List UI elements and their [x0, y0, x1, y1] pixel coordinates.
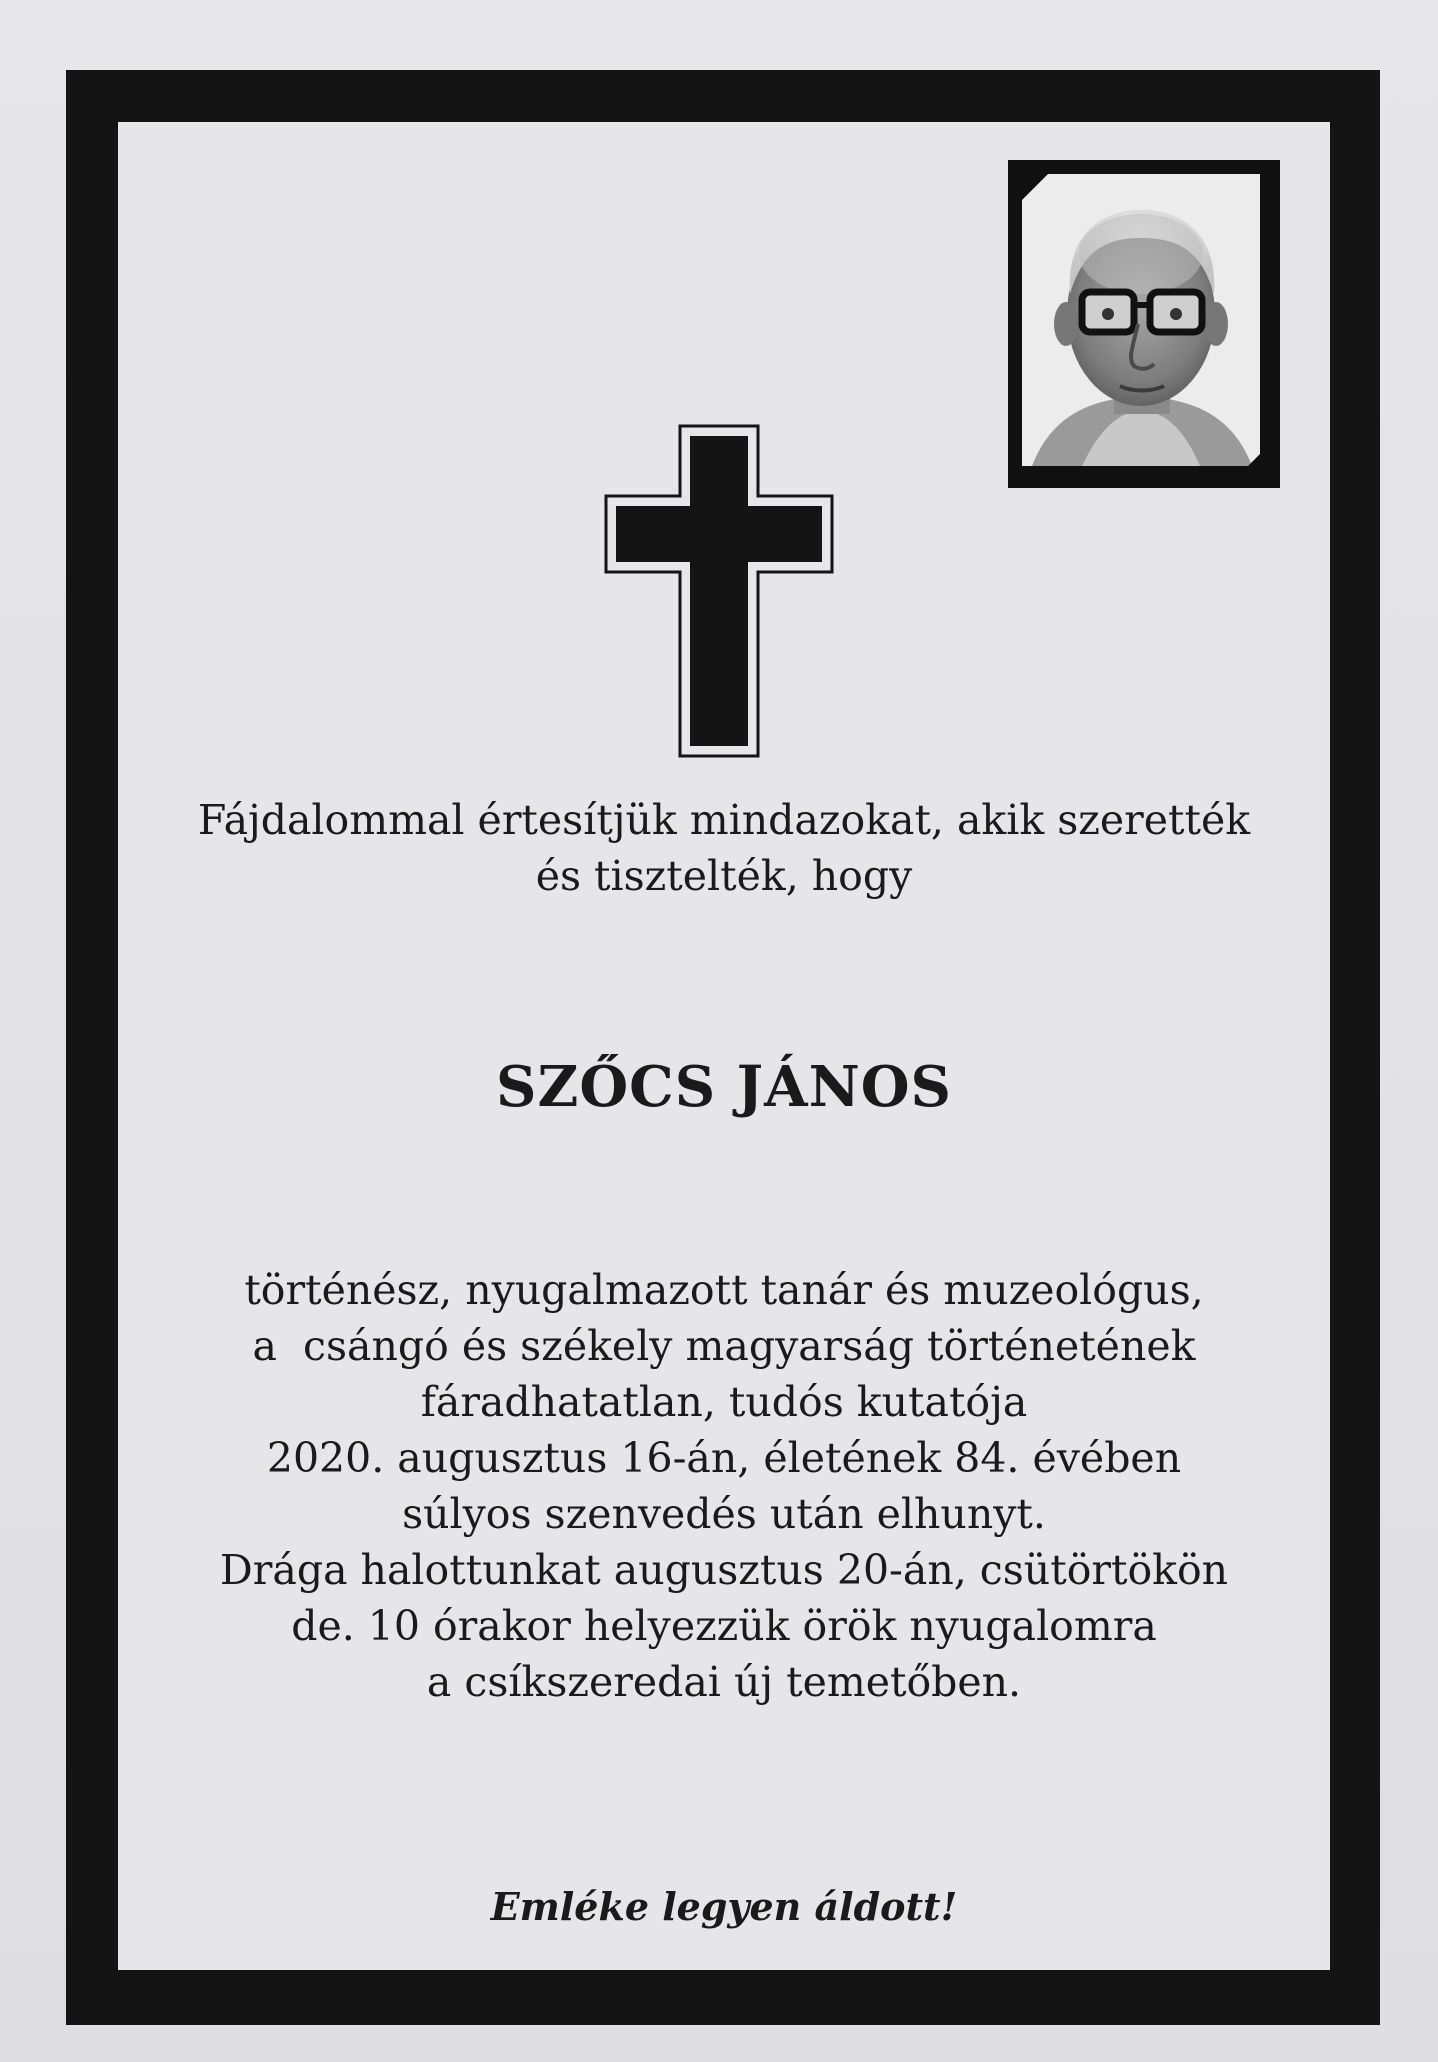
closing-blessing: Emléke legyen áldott! — [490, 1884, 958, 1929]
body-line: a csíkszeredai új temetőben. — [426, 1658, 1022, 1706]
deceased-name: SZŐCS JÁNOS — [496, 1054, 952, 1120]
portrait-frame — [1008, 160, 1280, 488]
body-line: súlyos szenvedés után elhunyt. — [402, 1490, 1046, 1538]
cross-icon — [604, 424, 834, 758]
body-line: 2020. augusztus 16-án, életének 84. évében — [266, 1434, 1182, 1482]
body-line: a csángó és székely magyarság történetének — [252, 1322, 1196, 1370]
mourning-border — [66, 70, 1380, 2025]
portrait-illustration — [1022, 174, 1260, 466]
photo-corner-top-left — [1022, 174, 1048, 200]
body-line: de. 10 órakor helyezzük örök nyugalomra — [291, 1602, 1157, 1650]
intro-text — [118, 792, 1330, 904]
notice-body — [118, 1262, 1330, 1710]
body-line: történész, nyugalmazott tanár és muzeológus, — [244, 1266, 1204, 1314]
portrait-photo — [1022, 174, 1260, 466]
intro-line: és tisztelték, hogy — [535, 852, 913, 900]
body-line: fáradhatatlan, tudós kutatója — [420, 1378, 1028, 1426]
notice-card — [118, 122, 1330, 1970]
photo-corner-bottom-right — [1240, 448, 1266, 474]
body-line: Drága halottunkat augusztus 20-án, csütörtökön — [219, 1546, 1229, 1594]
intro-line: Fájdalommal értesítjük mindazokat, akik szerették — [197, 796, 1251, 844]
